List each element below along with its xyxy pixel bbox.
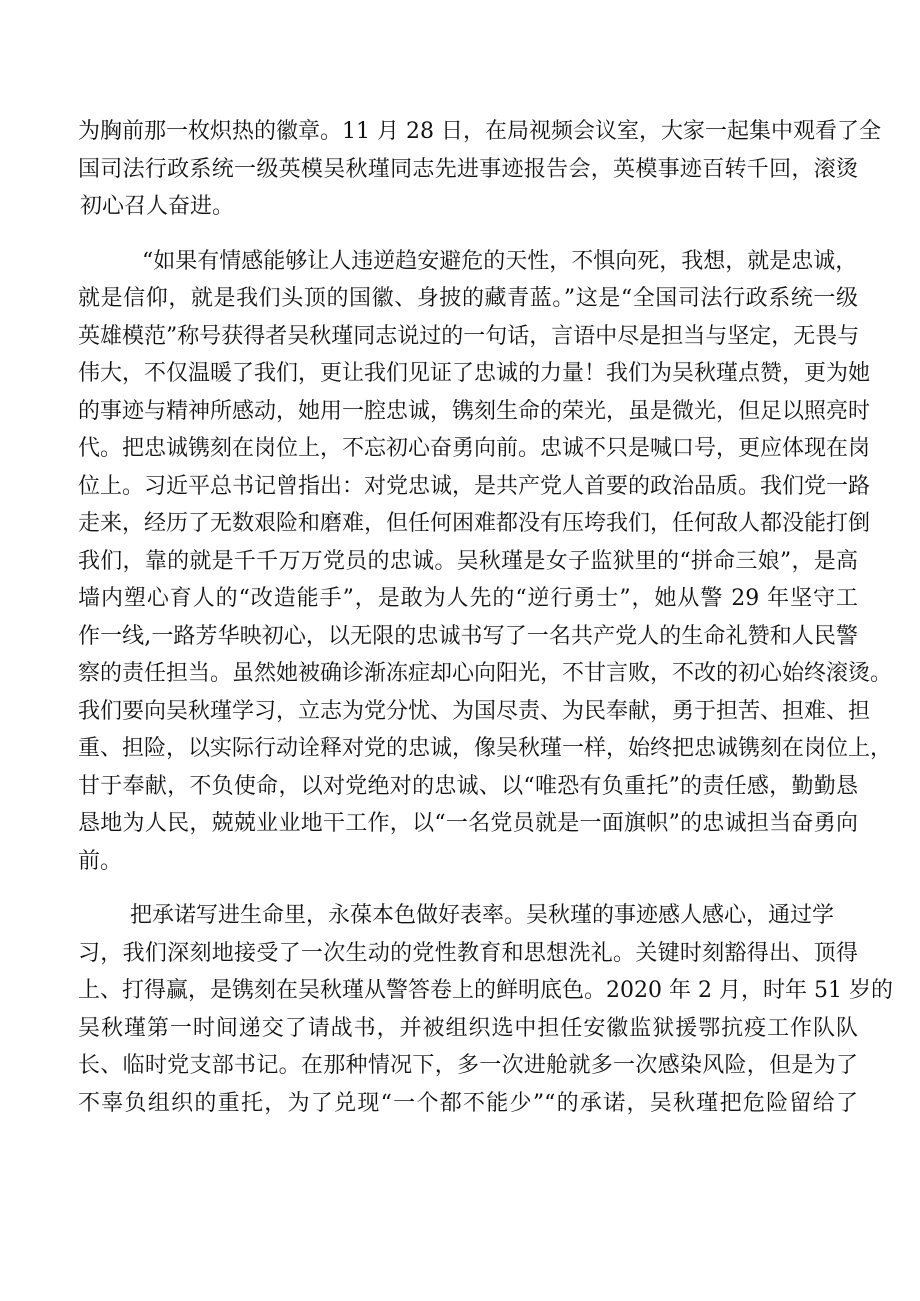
paragraph-line: 把承诺写进生命里，永葆本色做好表率。吴秋瑾的事迹感人感心，通过学 [130, 903, 835, 928]
paragraph-line: 就是信仰，就是我们头顶的国徽、身披的藏青蓝。”这是“全国司法行政系统一级 [78, 286, 858, 311]
paragraph-line: 国司法行政系统一级英模吴秋瑾同志先进事迹报告会，英模事迹百转千回，滚烫 [78, 156, 858, 182]
paragraph-gap [78, 880, 858, 897]
paragraph-line: 察的责任担当。虽然她被确诊渐冻症却心向阳光，不甘言败，不改的初心始终滚烫。 [78, 661, 893, 686]
paragraph-line: 甘于奉献，不负使命，以对党绝对的忠诚、以“唯恐有负重托”的责任感，勤勤恳 [78, 773, 858, 799]
paragraph-line: 位上。习近平总书记曾指出：对党忠诚，是共产党人首要的政治品质。我们党一路 [78, 473, 871, 499]
paragraph-line: 伟大，不仅温暖了我们，更让我们见证了忠诚的力量！我们为吴秋瑾点赞，更为她 [78, 361, 871, 386]
paragraph-line: 上、打得赢，是镌刻在吴秋瑾从警答卷上的鲜明底色。2020 年 2 月，时年 51 岁的 [78, 978, 893, 1003]
paragraph-line: 为胸前那一枚炽热的徽章。11 月 28 日，在局视频会议室，大家一起集中观看了全 [78, 119, 881, 144]
paragraph-line: 不辜负组织的重托，为了兑现“一个都不能少”“的承诺，吴秋瑾把危险留给了 [78, 1090, 858, 1116]
paragraph-line: 习，我们深刻地接受了一次生动的党性教育和思想洗礼。关键时刻豁得出、顶得 [78, 940, 858, 966]
paragraph-line: 重、担险，以实际行动诠释对党的忠诚，像吴秋瑾一样，始终把忠诚镌刻在岗位上， [78, 736, 893, 761]
paragraph-line: 我们要向吴秋瑾学习，立志为党分忧、为国尽责、为民奉献，勇于担苦、担难、担 [78, 698, 871, 724]
paragraph-gap [78, 226, 858, 243]
paragraph-line: 我们，靠的就是千千万万党员的忠诚。吴秋瑾是女子监狱里的“拼命三娘”，是高 [78, 548, 858, 574]
paragraph-line: 初心召人奋进。 [80, 194, 235, 219]
paragraph-line: 走来，经历了无数艰险和磨难，但任何困难都没有压垮我们，任何敌人都没能打倒 [78, 511, 871, 536]
paragraph-line: 英雄模范”称号获得者吴秋瑾同志说过的一句话，言语中尽是担当与坚定，无畏与 [78, 323, 860, 349]
paragraph-line: 的事迹与精神所感动，她用一腔忠诚，镌刻生命的荣光，虽是微光，但足以照亮时 [78, 398, 871, 424]
paragraph-line: 代。把忠诚镌刻在岗位上，不忘初心奋勇向前。忠诚不只是喊口号，更应体现在岗 [78, 436, 871, 461]
paragraph-line: 墙内塑心育人的“改造能手”，是敢为人先的“逆行勇士”，她从警 29 年坚守工 [78, 586, 858, 611]
document-body [78, 113, 893, 1122]
paragraph-line: 长、临时党支部书记。在那种情况下，多一次进舱就多一次感染风险，但是为了 [78, 1053, 858, 1078]
paragraph-line: 吴秋瑾第一时间递交了请战书，并被组织选中担任安徽监狱援鄂抗疫工作队队 [78, 1015, 858, 1041]
paragraph-line: 恳地为人民，兢兢业业地干工作，以“一名党员就是一面旗帜”的忠诚担当奋勇向 [78, 811, 858, 836]
paragraph-line: “如果有情感能够让人违逆趋安避危的天性，不惧向死，我想，就是忠诚， [142, 248, 858, 274]
paragraph-line: 作一线,一路芳华映初心，以无限的忠诚书写了一名共产党人的生命礼赞和人民警 [78, 623, 858, 649]
paragraph-line: 前。 [78, 848, 123, 874]
